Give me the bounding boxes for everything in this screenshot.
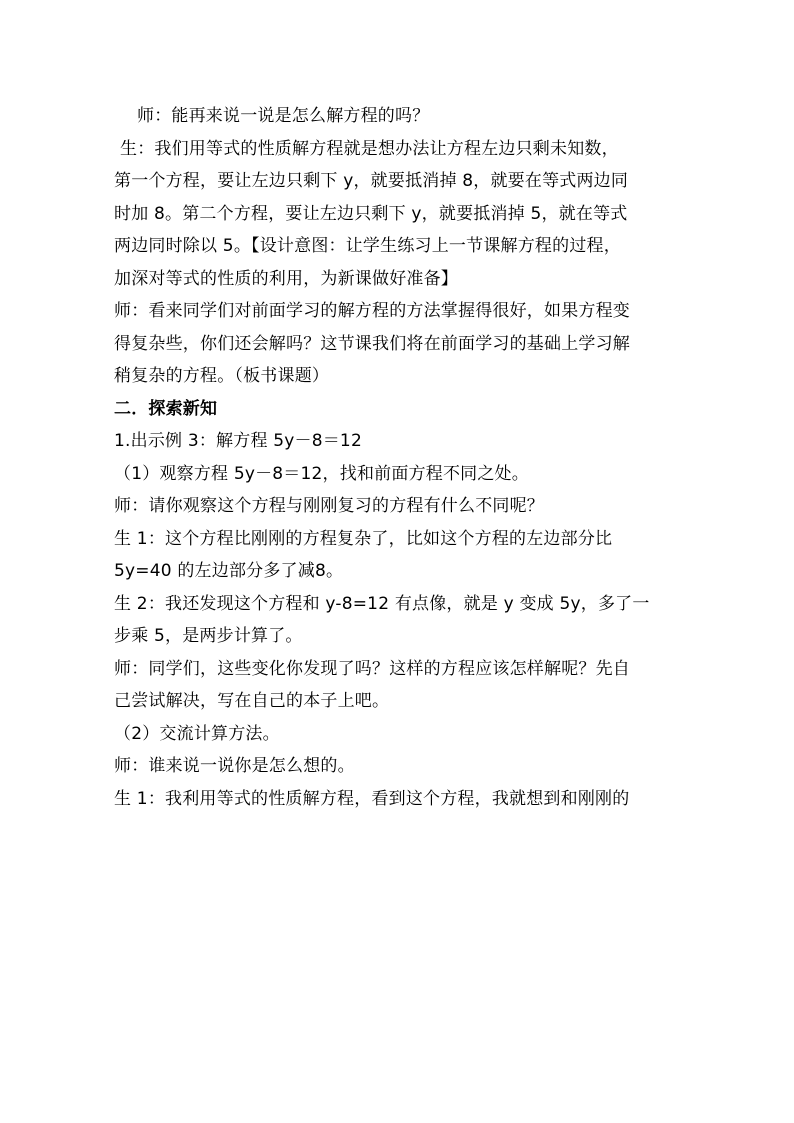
text-line: 师：能再来说一说是怎么解方程的吗？ bbox=[137, 106, 430, 126]
text-line: 两边同时除以 5。【设计意图：让学生练习上一节课解方程的过程， bbox=[114, 236, 621, 256]
text-line: 师：请你观察这个方程与刚刚复习的方程有什么不同呢？ bbox=[114, 496, 544, 516]
text-line: 步乘 5，是两步计算了。 bbox=[114, 626, 303, 646]
text-line: 得复杂些，你们还会解吗？这节课我们将在前面学习的基础上学习解 bbox=[114, 333, 630, 354]
text-line: 5y=40 的左边部分多了减8。 bbox=[114, 561, 344, 581]
text-line: 时加 8。第二个方程，要让左边只剩下 y，就要抵消掉 5，就在等式 bbox=[114, 203, 628, 224]
text-line: 加深对等式的性质的利用，为新课做好准备】 bbox=[114, 268, 458, 289]
text-line: 生：我们用等式的性质解方程就是想办法让方程左边只剩未知数， bbox=[120, 138, 619, 159]
document-body bbox=[114, 100, 680, 815]
text-line: 稍复杂的方程。（板书课题） bbox=[114, 366, 330, 386]
text-line: 师：同学们，这些变化你发现了吗？这样的方程应该怎样解呢？先自 bbox=[114, 658, 630, 679]
text-line: 生 2：我还发现这个方程和 y-8=12 有点像，就是 y 变成 5y，多了一 bbox=[114, 593, 650, 614]
text-line: 生 1：我利用等式的性质解方程，看到这个方程，我就想到和刚刚的 bbox=[114, 788, 630, 809]
text-line: （1）观察方程 5y－8＝12，找和前面方程不同之处。 bbox=[114, 463, 529, 484]
text-line: 师：看来同学们对前面学习的解方程的方法掌握得很好，如果方程变 bbox=[114, 301, 630, 321]
text-line: （2）交流计算方法。 bbox=[114, 723, 280, 744]
text-line: 己尝试解决，写在自己的本子上吧。 bbox=[114, 691, 390, 711]
text-line: 第一个方程，要让左边只剩下 y，就要抵消掉 8，就要在等式两边同 bbox=[114, 171, 629, 191]
section-heading: 二．探索新知 bbox=[114, 398, 218, 419]
text-line: 生 1：这个方程比刚刚的方程复杂了，比如这个方程的左边部分比 bbox=[114, 528, 613, 549]
text-line: 1.出示例 3：解方程 5y－8＝12 bbox=[114, 431, 362, 451]
text-line: 师：谁来说一说你是怎么想的。 bbox=[114, 756, 355, 776]
